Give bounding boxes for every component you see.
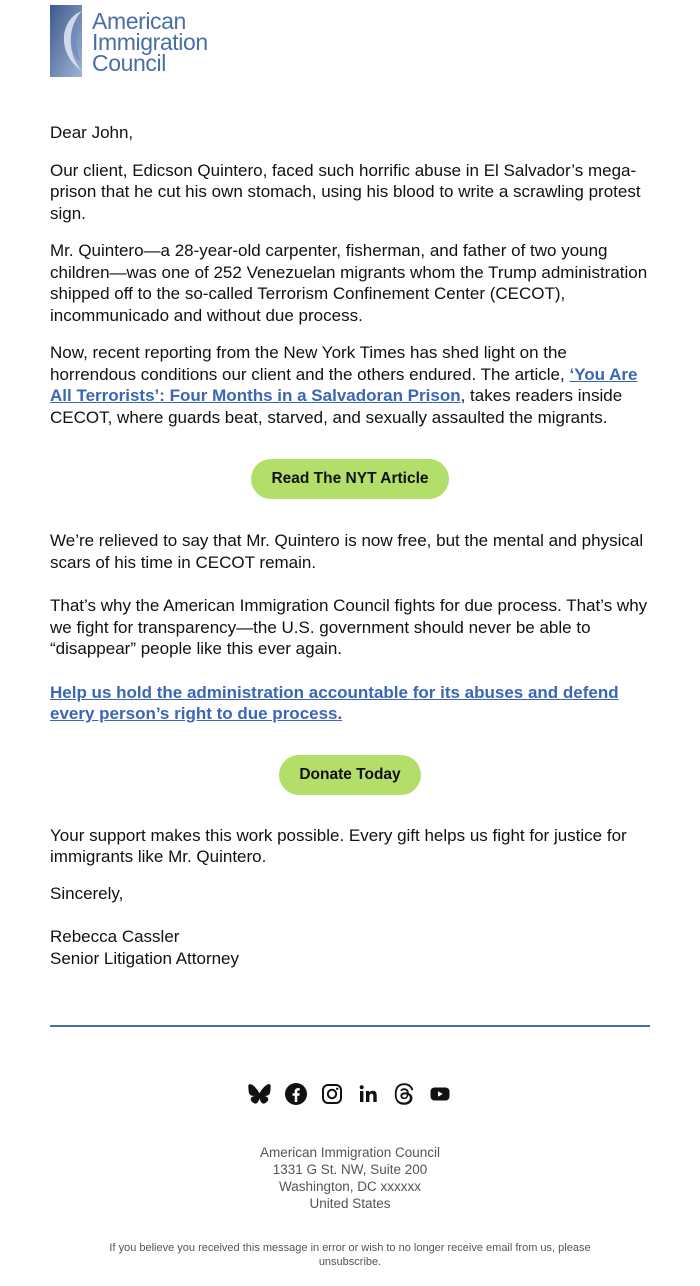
paragraph-3: Now, recent reporting from the New York Times has shed light on the horrendous conditions our client and the others endured. The article, ‘You Are All Terrorists’: Four Months in a Salvadoran Prison, takes readers inside CECOT, where guards beat, starved, and sexually assaulted the migrants. (50, 343, 638, 427)
paragraph-6: Your support makes this work possible. Every gift helps us fight for justice for immigrants like Mr. Quintero. (50, 825, 627, 866)
paragraph-2: Mr. Quintero—a 28-year-old carpenter, fisherman, and father of two young children—was one of 252 Venezuelan migrants whom the Trump administration shipped off to the so-called Terrorism Confinement Center (CECOT), incommunicado and without due process. (50, 241, 648, 325)
donate-button-row (50, 755, 650, 795)
letter-body (50, 120, 650, 969)
paragraph-1: Our client, Edicson Quintero, faced such horrific abuse in El Salvador’s mega-prison that he cut his own stomach, using his blood to write a scrawling protest sign. (50, 160, 641, 223)
facebook-icon[interactable] (284, 1082, 308, 1106)
social-links (0, 1082, 700, 1106)
aic-logo[interactable] (50, 5, 210, 77)
threads-icon[interactable] (392, 1082, 416, 1106)
paragraph-5: That’s why the American Immigration Council fights for due process. That’s why we fight for transparency—the U.S. government should never be able to “disappear” people like this ever again. (50, 596, 648, 658)
org-name: American Immigration Council (259, 1145, 441, 1160)
mailing-address (0, 1144, 700, 1212)
instagram-icon[interactable] (320, 1082, 344, 1106)
linkedin-icon[interactable] (356, 1082, 380, 1106)
nyt-button-row (50, 428, 650, 499)
cta-paragraph (50, 682, 650, 725)
street-address: 1331 G St. NW, Suite 200 (272, 1162, 428, 1177)
logo-wordmark: American Immigration Council (92, 8, 208, 76)
country: United States (309, 1196, 391, 1211)
help-us-link[interactable]: Help us hold the administration accountable for its abuses and defend every person’s right to due process. (50, 682, 619, 723)
signer-title: Senior Litigation Attorney (50, 948, 240, 968)
signer-name: Rebecca Cassler (50, 927, 180, 946)
donate-today-button[interactable]: Donate Today (279, 755, 420, 795)
city-state: Washington, DC xxxxxx (278, 1179, 422, 1194)
signature (50, 926, 650, 969)
nyt-article-link[interactable]: ‘You Are All Terrorists’: Four Months in a Salvadoran Prison (50, 364, 638, 405)
greeting: Dear John, (50, 123, 134, 142)
closing: Sincerely, (50, 883, 124, 903)
paragraph-4: We’re relieved to say that Mr. Quintero is now free, but the mental and physical scars of his time in CECOT remain. (50, 531, 644, 572)
unsubscribe-notice: If you believe you received this message in error or wish to no longer receive email from us, please unsubscribe. (109, 1242, 591, 1268)
footer-divider (50, 1025, 650, 1027)
read-nyt-article-button[interactable]: Read The NYT Article (251, 459, 448, 499)
logo-mark-icon (50, 5, 82, 77)
bluesky-icon[interactable] (248, 1082, 272, 1106)
youtube-icon[interactable] (428, 1082, 452, 1106)
unsubscribe-link[interactable]: unsubscribe. (318, 1256, 382, 1268)
